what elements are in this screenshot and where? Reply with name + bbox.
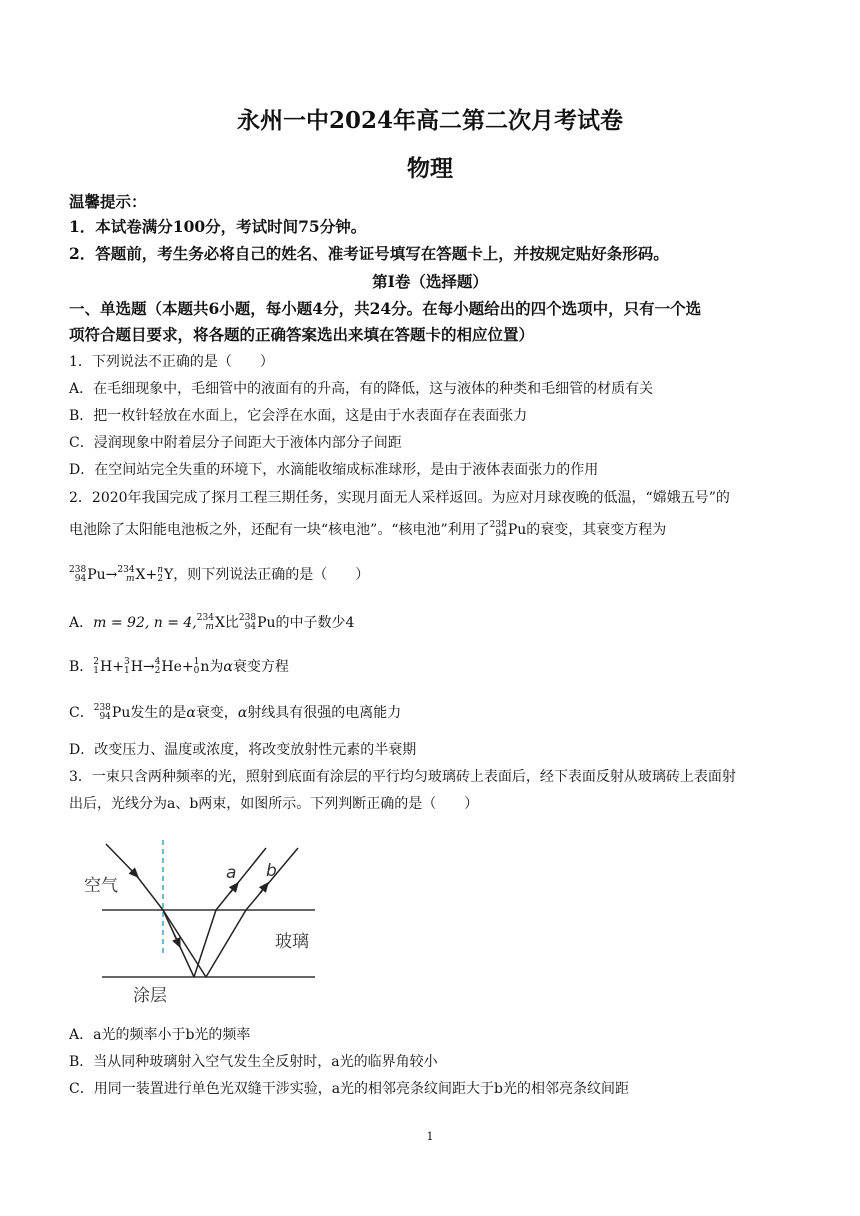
tips-heading: 温馨提示： [69,192,147,211]
page-number: 1 [426,1130,434,1143]
q3-line2: 出后，光线分为a、b两束，如图所示。下列判断正确的是（ ） [69,796,479,812]
exit-ray-a [216,848,266,910]
light-refraction-diagram [70,836,330,1011]
q2-equation-line: 238 94 Pu→ 234 m X+ n 2 Y，则下列说法正确的是（ ） [69,565,370,584]
glass-label: 玻璃 [275,932,309,952]
q2-line2-text-b: 的衰变，其衰变方程为 [526,522,667,538]
incident-ray-segment [136,875,163,910]
air-label: 空气 [84,876,118,896]
q3-option-b: B．当从同种玻璃射入空气发生全反射时，a光的临界角较小 [69,1054,438,1070]
pu-nuclide-numbers: 238 94 [489,520,507,539]
q2-line2-text-a: 电池除了太阳能电池板之外，还配有一块“核电池”。“核电池”利用了 [69,522,490,538]
pu-symbol: Pu [507,522,527,538]
mn-values: m = 92, n = 4, [93,615,197,631]
incident-ray [106,844,138,877]
q1-option-b: B．把一枚针轻放在水面上，它会浮在水面，这是由于水表面存在表面张力 [69,408,528,424]
q2-option-c: C． 238 94 Pu发生的是α衰变，α射线具有很强的电离能力 [69,703,402,722]
h3-numbers: 3 1 [123,657,130,676]
exit-ray-a-arrow [230,883,238,893]
q3-option-a: A．a光的频率小于b光的频率 [69,1027,251,1043]
q2-line1: 2．2020年我国完成了探月工程三期任务，实现月面无人采样返回。为应对月球夜晚的低温，“嫦娥五号”的 [69,490,730,506]
x-nuclide-numbers: 234 m [196,613,214,632]
pu-nuclide-numbers: 238 94 [69,565,87,584]
pu-nuclide-numbers: 238 94 [238,613,257,632]
subject-title: 物理 [407,155,453,182]
neutron-numbers: 1 0 [193,657,200,676]
q3-option-c: C．用同一装置进行单色光双缝干涉实验，a光的相邻亮条纹间距大于b光的相邻亮条纹间距 [69,1081,630,1097]
q1-option-a: A．在毛细现象中，毛细管中的液面有的升高，有的降低，这与液体的种类和毛细管的材质有关 [69,381,654,397]
pu-nuclide-numbers: 238 94 [93,703,111,722]
ray-b-label: b [266,861,277,881]
he-numbers: 4 2 [154,657,161,676]
q2-line2 [69,519,666,539]
y-nuclide-numbers: n 2 [157,565,164,584]
q2-option-b: B． 2 1 H+ 3 1 H→ 4 2 He+ 1 0 n为α衰变方程 [69,657,289,676]
arrow-symbol: → [105,567,118,583]
q2-line3-text: ，则下列说法正确的是（ ） [173,567,370,583]
part-title: 第Ⅰ卷（选择题） [372,272,488,291]
tips-item-2: 2．答题前，考生务必将自己的姓名、准考证号填写在答题卡上，并按规定贴好条形码。 [69,244,669,263]
x-nuclide-numbers: 234 m [117,565,135,584]
q1-option-c: C．浸润现象中附着层分子间距大于液体内部分子间距 [69,435,402,451]
coating-label: 涂层 [133,986,167,1006]
q1-option-d: D．在空间站完全失重的环境下，水滴能收缩成标准球形，是由于液体表面张力的作用 [69,462,599,478]
q2-option-d: D．改变压力、温度或浓度，将改变放射性元素的半衰期 [69,742,417,758]
exam-title: 永州一中2024年高二第二次月考试卷 [236,107,623,134]
q3-line1: 3．一束只含两种频率的光，照射到底面有涂层的平行均匀玻璃砖上表面后，经下表面反射从玻璃砖上表面射 [69,769,736,785]
q1-stem: 1．下列说法不正确的是（ ） [69,354,274,370]
tips-item-1: 1．本试卷满分100分，考试时间75分钟。 [69,217,367,236]
h2-numbers: 2 1 [93,657,100,676]
exit-ray-b-arrow [260,883,268,893]
q2-option-a: A．m = 92, n = 4, 234 m X比 238 94 Pu的中子数少4 [69,613,355,632]
refracted-ray-b-down [163,910,206,977]
ray-a-label: a [226,863,237,883]
section-heading-line2: 项符合题目要求，将各题的正确答案选出来填在答题卡的相应位置） [69,325,535,344]
section-heading-line1: 一、单选题（本题共6小题，每小题4分，共24分。在每小题给出的四个选项中，只有一个选 [69,299,702,318]
